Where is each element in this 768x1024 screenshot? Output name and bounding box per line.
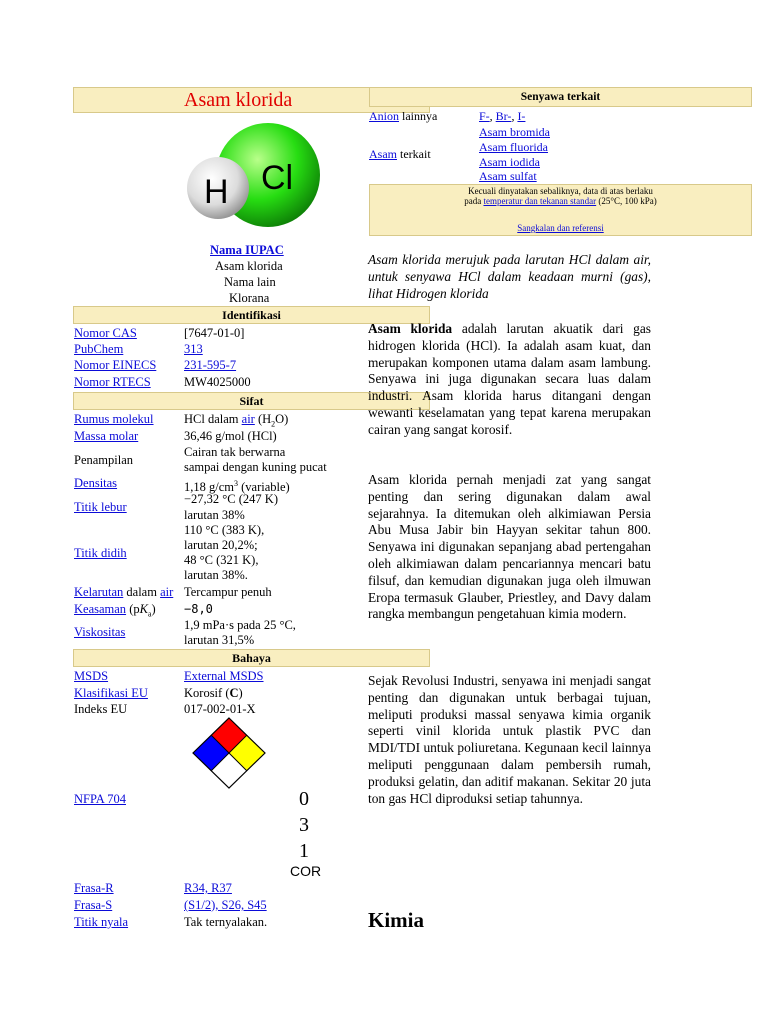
pubchem-link[interactable]: PubChem xyxy=(74,342,124,356)
titik-lebur-value-2: larutan 38% xyxy=(184,508,245,522)
asam-sulfat-link[interactable]: Asam sulfat xyxy=(479,169,537,183)
kelarutan-link[interactable]: Kelarutan xyxy=(74,585,124,599)
titik-didih-value-1: 110 °C (383 K), xyxy=(184,523,265,537)
paragraph-2: Asam klorida pernah menjadi zat yang sangat penting dan sering digunakan dalam awal sejarahnya. Ia ditemukan oleh alkimiawan Persia Abu Musa Jabir bin Hayyan sekitar tahun 800. Senyawa ini digunakan sepanjang abad pertengahan oleh alkimiawan dalam pencariannya mencari batu filsuf, dan kemudian digunakan juga oleh ilmuwan Eropa termasuk Glauber, Priestley, and Davy dalam rangka membangun pengetahuan kimia modern. xyxy=(368,472,651,622)
rumus-subscript: 2 xyxy=(271,419,276,429)
kelarutan-label xyxy=(74,585,173,600)
section-header-sifat: Sifat xyxy=(73,392,430,410)
frasa-s-value-link[interactable]: (S1/2), S26, S45 xyxy=(184,898,267,912)
paragraph-1-bold: Asam klorida xyxy=(368,321,453,336)
nfpa-value-health: 3 xyxy=(299,814,309,836)
standard-conditions-link[interactable]: temperatur dan tekanan standar xyxy=(483,196,597,206)
asam-bromida-link[interactable]: Asam bromida xyxy=(479,125,550,139)
korosif-text: Korosif ( xyxy=(184,686,230,700)
msds-link[interactable]: MSDS xyxy=(74,669,109,683)
massa-molar-value: 36,46 g/mol (HCl) xyxy=(184,429,277,443)
korosif-close: ) xyxy=(238,686,243,700)
rumus-text-3: O) xyxy=(275,412,289,426)
penampilan-value-1: Cairan tak berwarna xyxy=(184,445,286,459)
indeks-eu-label: Indeks EU xyxy=(74,702,128,716)
anion-label xyxy=(369,109,437,124)
note-pada: pada xyxy=(464,196,484,206)
external-msds-link[interactable]: External MSDS xyxy=(184,669,264,683)
infobox-title: Asam klorida xyxy=(184,89,293,111)
anion-sep-2: , xyxy=(511,109,518,123)
anion-lainnya: lainnya xyxy=(399,109,438,123)
nfpa-value-reactivity: 1 xyxy=(299,840,309,862)
paragraph-3: Sejak Revolusi Industri, senyawa ini menjadi sangat penting dan digunakan untuk berbagai tujuan, meliputi produksi massal senyawa kimia organik seperti vinil klorida untuk plastik PVC dan MDI/TDI untuk poliuretana. Kegunaan kecil lainnya meliputi penggunaan dalam pembersih rumah, produksi gelatin, dan aditif makanan. Sekitar 20 juta ton gas HCl diproduksi setiap tahunnya. xyxy=(368,673,651,806)
frasa-r-link[interactable]: Frasa-R xyxy=(74,881,114,895)
klasifikasi-eu-link[interactable]: Klasifikasi EU xyxy=(74,686,148,700)
asam-fluorida-link[interactable]: Asam fluorida xyxy=(479,140,548,154)
pubchem-value-link[interactable]: 313 xyxy=(184,342,203,356)
paragraph-1 xyxy=(368,321,651,439)
titik-didih-link[interactable]: Titik didih xyxy=(74,546,127,560)
keasaman-k: K xyxy=(139,602,148,616)
frasa-r-value-link[interactable]: R34, R37 xyxy=(184,881,232,895)
disclaimer-link[interactable]: Sangkalan dan referensi xyxy=(517,223,604,233)
keasaman-label xyxy=(74,602,156,622)
titik-lebur-value-1: −27,32 °C (247 K) xyxy=(184,492,278,506)
viskositas-value-2: larutan 31,5% xyxy=(184,633,255,647)
anion-link[interactable]: Anion xyxy=(369,109,399,123)
paragraph-1-text: adalah larutan akuatik dari gas hidrogen klorida (HCl). Ia adalah asam kuat, dan merupakan komponen utama dalam asam lambung. Senyawa ini juga digunakan secara luas dalam industri. Asam klorida harus ditangani dengan wewanti keselamatan yang tepat karena merupakan cairan yang sangat korosif. xyxy=(368,321,651,437)
asam-terkait-label xyxy=(369,147,431,162)
titik-nyala-link[interactable]: Titik nyala xyxy=(74,915,129,929)
korosif-code: C xyxy=(229,686,239,700)
penampilan-label: Penampilan xyxy=(74,453,134,467)
asam-iodida-link[interactable]: Asam iodida xyxy=(479,155,540,169)
cl-atom-label: Cl xyxy=(261,159,294,197)
nfpa-704-link[interactable]: NFPA 704 xyxy=(74,792,126,806)
standard-conditions-note-1: Kecuali dinyatakan sebaliknya, data di atas berlaku xyxy=(468,186,653,196)
rumus-molekul-link[interactable]: Rumus molekul xyxy=(74,412,154,426)
nomor-einecs-link[interactable]: Nomor EINECS xyxy=(74,358,157,372)
air-link[interactable]: air xyxy=(241,412,255,426)
hcl-molecule-image xyxy=(184,120,324,232)
titik-didih-value-3: 48 °C (321 K), xyxy=(184,553,259,567)
densitas-text: 1,18 g/cm xyxy=(184,480,234,495)
nfpa-special-code: COR xyxy=(290,863,322,879)
titik-nyala-value: Tak ternyalakan. xyxy=(184,915,268,929)
iupac-name-value: Asam klorida xyxy=(215,259,283,273)
keasaman-pka-close: ) xyxy=(151,602,156,616)
related-compounds-header: Senyawa terkait xyxy=(369,87,752,107)
section-header-bahaya: Bahaya xyxy=(73,649,430,667)
asam-link[interactable]: Asam xyxy=(369,147,397,161)
nomor-cas-value: [7647-01-0] xyxy=(184,326,245,340)
other-name-value: Klorana xyxy=(229,291,270,305)
nfpa-704-diamond-icon xyxy=(185,717,273,789)
asam-terkait-text: terkait xyxy=(397,147,431,161)
other-name-label: Nama lain xyxy=(224,275,276,289)
viskositas-value-1: 1,9 mPa·s pada 25 °C, xyxy=(184,618,296,632)
h-atom-label: H xyxy=(204,173,229,211)
anion-values xyxy=(479,109,525,124)
bromide-link[interactable]: Br- xyxy=(495,109,512,123)
iupac-name-label[interactable]: Nama IUPAC xyxy=(210,243,284,257)
section-header-identifikasi: Identifikasi xyxy=(73,306,430,324)
nomor-rtecs-value: MW4025000 xyxy=(184,375,251,389)
fluoride-link[interactable]: F- xyxy=(479,109,490,123)
klasifikasi-eu-value xyxy=(184,686,243,701)
rumus-text-2: (H xyxy=(254,412,272,426)
nomor-einecs-value-link[interactable]: 231-595-7 xyxy=(184,358,237,372)
massa-molar-link[interactable]: Massa molar xyxy=(74,429,139,443)
nfpa-value-fire: 0 xyxy=(299,788,309,810)
viskositas-link[interactable]: Viskositas xyxy=(74,625,126,639)
standard-conditions-note-2 xyxy=(369,196,752,206)
keasaman-link[interactable]: Keasaman xyxy=(74,602,127,616)
penampilan-value-2: sampai dengan kuning pucat xyxy=(184,460,327,474)
anion-sep-1: , xyxy=(489,109,496,123)
titik-didih-value-4: larutan 38%. xyxy=(184,568,248,582)
frasa-s-link[interactable]: Frasa-S xyxy=(74,898,113,912)
titik-didih-value-2: larutan 20,2%; xyxy=(184,538,258,552)
densitas-sup: 3 xyxy=(234,479,238,488)
nomor-rtecs-link[interactable]: Nomor RTECS xyxy=(74,375,151,389)
densitas-text-2: (variable) xyxy=(238,480,290,495)
kelarutan-dalam: dalam xyxy=(123,585,161,599)
keasaman-pka-open: (p xyxy=(126,602,140,616)
rumus-text: HCl dalam xyxy=(184,412,242,426)
kelarutan-value: Tercampur penuh xyxy=(184,585,272,599)
iodide-link[interactable]: I- xyxy=(517,109,526,123)
section-heading-kimia: Kimia xyxy=(368,908,424,932)
kelarutan-air-link[interactable]: air xyxy=(160,585,174,599)
hatnote: Asam klorida merujuk pada larutan HCl dalam air, untuk senyawa HCl dalam keadaan murni (gas), lihat Hidrogen klorida xyxy=(368,252,651,301)
nomor-cas-link[interactable]: Nomor CAS xyxy=(74,326,137,340)
keasaman-value: −8,0 xyxy=(184,602,213,616)
note-values: (25°C, 100 kPa) xyxy=(596,196,657,206)
titik-lebur-link[interactable]: Titik lebur xyxy=(74,500,127,514)
keasaman-sub-a: a xyxy=(147,609,152,619)
indeks-eu-value: 017-002-01-X xyxy=(184,702,256,716)
densitas-link[interactable]: Densitas xyxy=(74,476,118,490)
